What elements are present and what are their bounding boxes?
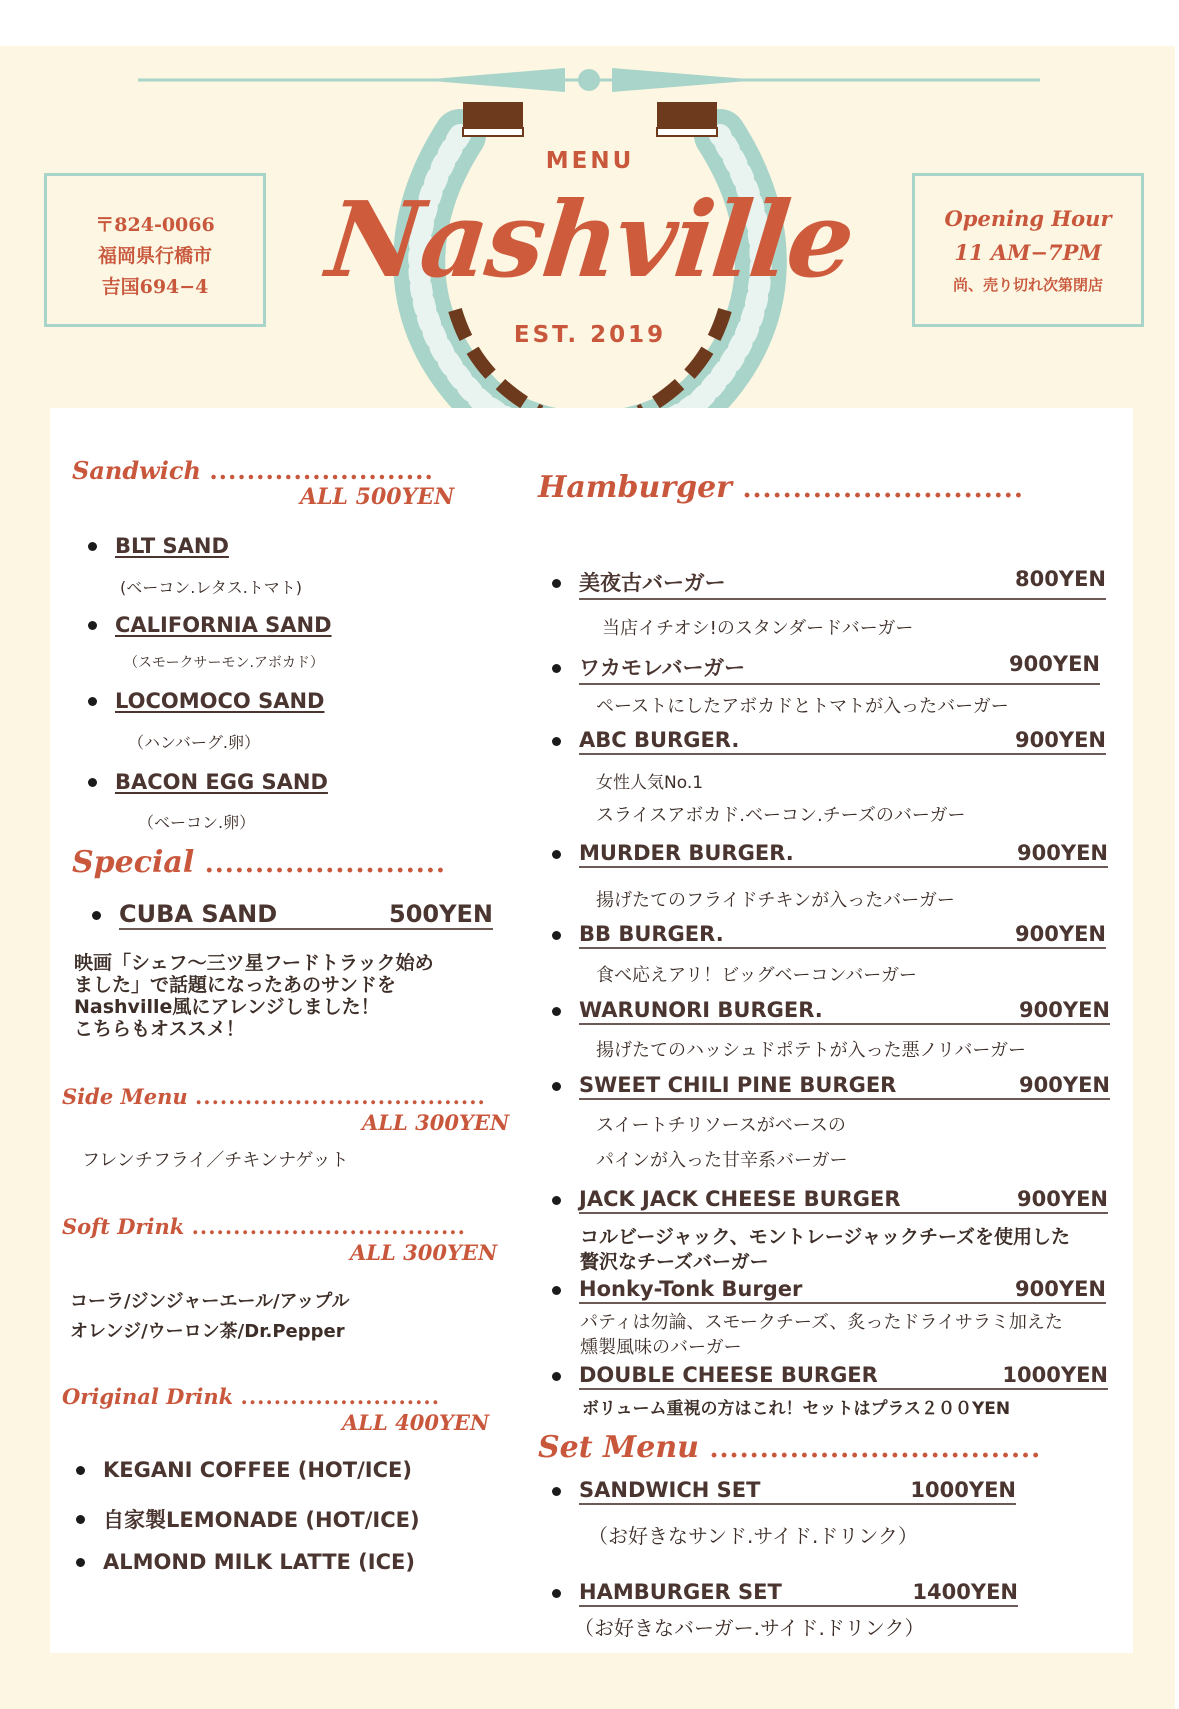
sandwich-desc: （ベーコン.卵） bbox=[138, 813, 256, 832]
set-menu-price: 1400YEN bbox=[912, 1580, 1018, 1604]
bullet-icon bbox=[76, 1466, 85, 1475]
sandwich-price-note: ALL 500YEN bbox=[300, 484, 455, 510]
bullet-icon bbox=[88, 697, 97, 706]
list-item bbox=[88, 613, 332, 637]
hamburger-price: 1000YEN bbox=[1002, 1363, 1108, 1387]
hamburger-desc: 揚げたてのハッシュドポテトが入った悪ノリバーガー bbox=[596, 1040, 1027, 1061]
bullet-icon bbox=[88, 621, 97, 630]
hamburger-price: 900YEN bbox=[1017, 841, 1108, 865]
hamburger-section: Hamburger ............................ bbox=[538, 470, 1024, 505]
set-menu-title: Set Menu bbox=[538, 1430, 699, 1465]
set-menu-name: SANDWICH SET bbox=[579, 1478, 761, 1502]
side-menu-items: フレンチフライ／チキンナゲット bbox=[82, 1150, 349, 1171]
hamburger-row bbox=[552, 1073, 1110, 1100]
special-section: Special ........................ bbox=[72, 845, 446, 880]
hamburger-desc: パインが入った甘辛系バーガー bbox=[596, 1150, 848, 1171]
opening-hours: 11 AM−7PM bbox=[954, 240, 1102, 265]
special-desc-line: Nashville風にアレンジしました！ bbox=[74, 996, 380, 1018]
bullet-icon bbox=[552, 1007, 561, 1016]
list-item bbox=[76, 1504, 420, 1534]
hamburger-price: 900YEN bbox=[1015, 922, 1106, 946]
set-menu-name: HAMBURGER SET bbox=[579, 1580, 782, 1604]
soft-drink-section: Soft Drink ................................. bbox=[62, 1214, 466, 1239]
hamburger-desc: ボリューム重視の方はこれ！セットはプラス２００YEN bbox=[582, 1399, 1011, 1419]
menu-heading: MENU bbox=[545, 148, 635, 174]
set-menu-row bbox=[552, 1478, 1016, 1505]
hamburger-name: JACK JACK CHEESE BURGER bbox=[579, 1187, 901, 1211]
hamburger-row bbox=[552, 1363, 1108, 1390]
soft-drink-price-note: ALL 300YEN bbox=[350, 1240, 498, 1265]
list-item bbox=[88, 689, 324, 713]
list-item bbox=[76, 1550, 415, 1574]
hamburger-row bbox=[552, 922, 1106, 949]
special-desc-line: 映画「シェフ〜三ツ星フードトラック始め bbox=[74, 952, 434, 974]
side-menu-section: Side Menu ................................... bbox=[62, 1084, 486, 1109]
hamburger-row bbox=[552, 998, 1110, 1025]
set-menu-price: 1000YEN bbox=[910, 1478, 1016, 1502]
hamburger-desc: 当店イチオシ!のスタンダードバーガー bbox=[602, 618, 914, 639]
hamburger-row bbox=[552, 1187, 1108, 1214]
hamburger-name: MURDER BURGER. bbox=[579, 841, 794, 865]
side-menu-title: Side Menu bbox=[62, 1084, 188, 1109]
bullet-icon bbox=[76, 1558, 85, 1567]
sandwich-name: CALIFORNIA SAND bbox=[115, 613, 332, 637]
set-menu-desc: （お好きなサンド.サイド.ドリンク） bbox=[588, 1524, 918, 1548]
hamburger-desc: ペーストにしたアボカドとトマトが入ったバーガー bbox=[596, 696, 1009, 717]
nashville-logo: Nashville bbox=[321, 178, 859, 301]
hamburger-desc: スライスアボカド.ベーコン.チーズのバーガー bbox=[596, 805, 966, 826]
sandwich-section: Sandwich ........................ bbox=[72, 456, 434, 485]
list-item bbox=[88, 770, 328, 794]
hamburger-price: 900YEN bbox=[1017, 1187, 1108, 1211]
soft-drink-title: Soft Drink bbox=[62, 1214, 185, 1239]
hamburger-name: SWEET CHILI PINE BURGER bbox=[579, 1073, 897, 1097]
soft-drink-items-line: コーラ/ジンジャーエール/アップル bbox=[70, 1291, 350, 1312]
bullet-icon bbox=[552, 931, 561, 940]
hamburger-desc: スイートチリソースがベースの bbox=[596, 1115, 846, 1136]
sandwich-desc: (ベーコン.レタス.トマト) bbox=[120, 578, 303, 597]
hamburger-desc: 揚げたてのフライドチキンが入ったバーガー bbox=[596, 890, 955, 911]
hamburger-desc: 燻製風味のバーガー bbox=[580, 1337, 742, 1358]
bullet-icon bbox=[552, 737, 561, 746]
hamburger-title: Hamburger bbox=[538, 470, 732, 505]
hamburger-desc: 贅沢なチーズバーガー bbox=[580, 1251, 769, 1273]
sandwich-name: BLT SAND bbox=[115, 534, 229, 558]
special-desc-line: こちらもオススメ！ bbox=[74, 1018, 245, 1040]
bullet-icon bbox=[552, 1372, 561, 1381]
set-menu-section: Set Menu ................................. bbox=[538, 1430, 1042, 1465]
hamburger-name: DOUBLE CHEESE BURGER bbox=[579, 1363, 878, 1387]
special-desc-line: ました」で話題になったあのサンドを bbox=[74, 974, 397, 996]
original-drink-title: Original Drink bbox=[62, 1384, 234, 1409]
hamburger-desc: 女性人気No.1 bbox=[596, 773, 704, 793]
original-drink-section: Original Drink ........................ bbox=[62, 1384, 441, 1409]
sandwich-desc: （ハンバーグ.卵） bbox=[128, 733, 260, 752]
bullet-icon bbox=[552, 1286, 561, 1295]
original-drink-item: ALMOND MILK LATTE (ICE) bbox=[103, 1550, 415, 1574]
hamburger-desc: パティは勿論、スモークチーズ、炙ったドライサラミ加えた bbox=[580, 1312, 1063, 1333]
hamburger-row bbox=[552, 841, 1108, 868]
bullet-icon bbox=[552, 850, 561, 859]
address-city: 福岡県行橋市 bbox=[97, 245, 212, 267]
bullet-icon bbox=[92, 911, 101, 920]
set-menu-row bbox=[552, 1580, 1018, 1607]
soft-drink-items-line: オレンジ/ウーロン茶/Dr.Pepper bbox=[70, 1321, 345, 1342]
hamburger-name: ABC BURGER. bbox=[579, 728, 740, 752]
bullet-icon bbox=[76, 1515, 85, 1524]
bullet-icon bbox=[552, 1487, 561, 1496]
original-drink-item: 自家製LEMONADE (HOT/ICE) bbox=[103, 1508, 420, 1532]
sandwich-desc: （スモークサーモン.アボカド） bbox=[124, 655, 324, 671]
original-drink-price-note: ALL 400YEN bbox=[342, 1410, 490, 1435]
sandwich-name: BACON EGG SAND bbox=[115, 770, 328, 794]
bullet-icon bbox=[88, 778, 97, 787]
hamburger-name: Honky-Tonk Burger bbox=[579, 1277, 803, 1301]
hamburger-name: BB BURGER. bbox=[579, 922, 724, 946]
list-item bbox=[92, 900, 493, 930]
hamburger-name: ワカモレバーガー bbox=[579, 656, 746, 680]
bullet-icon bbox=[88, 542, 97, 551]
bullet-icon bbox=[552, 664, 561, 673]
postal-code: 〒824-0066 bbox=[95, 214, 215, 236]
bullet-icon bbox=[552, 1082, 561, 1091]
hamburger-price: 900YEN bbox=[1015, 1277, 1106, 1301]
hamburger-price: 900YEN bbox=[1015, 728, 1106, 752]
hamburger-row bbox=[552, 652, 1100, 685]
opening-hour-label: Opening Hour bbox=[944, 206, 1112, 231]
hamburger-row bbox=[552, 567, 1106, 600]
special-title: Special bbox=[72, 845, 195, 880]
original-drink-item: KEGANI COFFEE (HOT/ICE) bbox=[103, 1458, 412, 1482]
sandwich-title: Sandwich bbox=[72, 456, 201, 485]
hamburger-name: 美夜古バーガー bbox=[579, 571, 726, 595]
bullet-icon bbox=[552, 1589, 561, 1598]
hamburger-price: 900YEN bbox=[1019, 998, 1110, 1022]
opening-note: 尚、売り切れ次第閉店 bbox=[952, 276, 1103, 294]
bullet-icon bbox=[552, 579, 561, 588]
opening-hours-box bbox=[912, 173, 1144, 327]
hamburger-desc: 食べ応えアリ！ビッグベーコンバーガー bbox=[596, 965, 917, 986]
header-divider-line bbox=[138, 68, 1040, 92]
side-menu-price-note: ALL 300YEN bbox=[362, 1110, 510, 1135]
sandwich-name: LOCOMOCO SAND bbox=[115, 689, 325, 713]
special-name: CUBA SAND bbox=[119, 900, 278, 928]
hamburger-row bbox=[552, 728, 1106, 755]
hamburger-price: 900YEN bbox=[1009, 652, 1100, 676]
bullet-icon bbox=[552, 1196, 561, 1205]
list-item bbox=[88, 534, 229, 558]
hamburger-row bbox=[552, 1277, 1106, 1304]
address-box bbox=[44, 173, 266, 327]
hamburger-price: 800YEN bbox=[1015, 567, 1106, 591]
set-menu-desc: （お好きなバーガー.サイド.ドリンク） bbox=[574, 1616, 925, 1640]
special-price: 500YEN bbox=[389, 900, 493, 928]
list-item bbox=[76, 1458, 412, 1482]
established-year: EST. 2019 bbox=[513, 322, 667, 348]
hamburger-price: 900YEN bbox=[1019, 1073, 1110, 1097]
hamburger-name: WARUNORI BURGER. bbox=[579, 998, 823, 1022]
hamburger-desc: コルビージャック、モントレージャックチーズを使用した bbox=[580, 1226, 1071, 1248]
address-street: 吉国694−4 bbox=[101, 276, 209, 298]
